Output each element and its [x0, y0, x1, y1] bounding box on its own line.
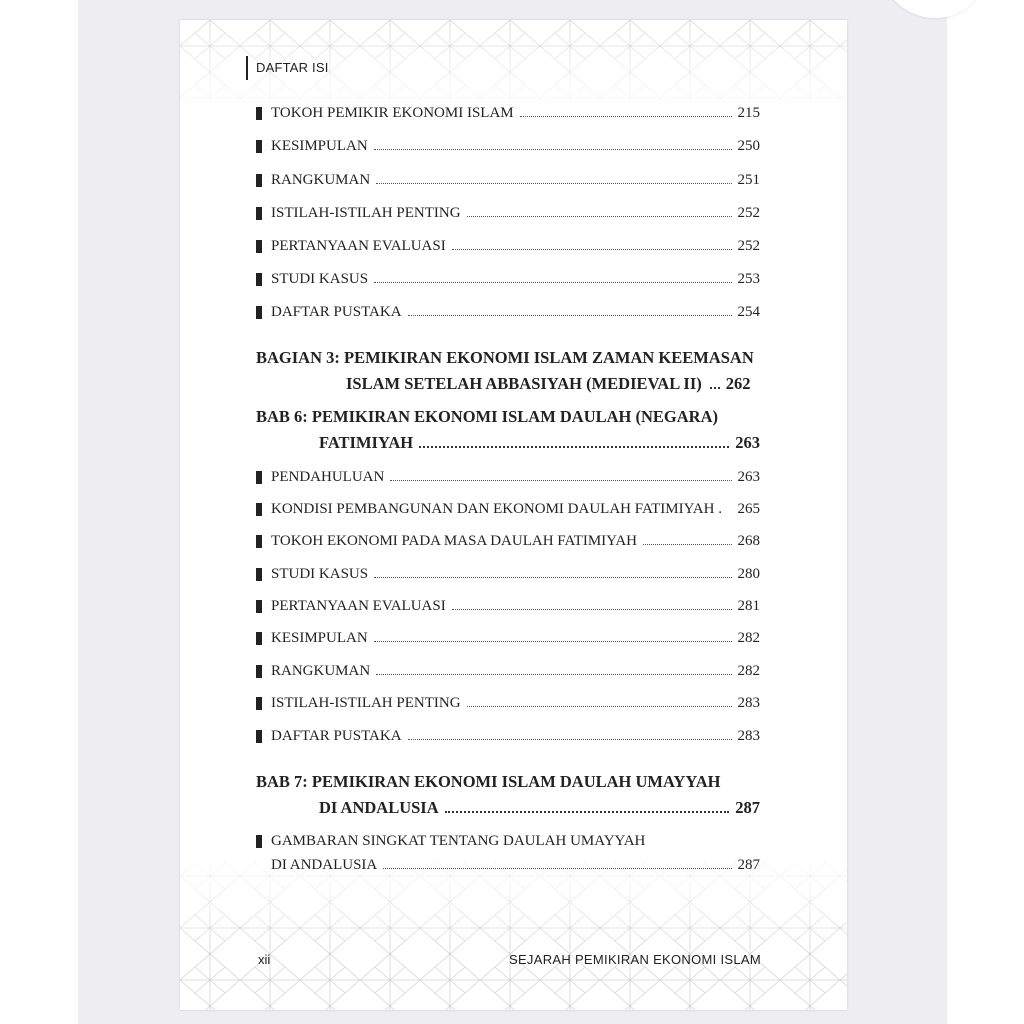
leader-dots [710, 373, 720, 389]
toc-entry-label: PERTANYAAN EVALUASI [271, 598, 446, 614]
toc-entry-page: 281 [737, 598, 760, 614]
toc-entry-page: 250 [737, 138, 760, 154]
bullet-square-icon [256, 140, 262, 153]
part-heading-line1: BAGIAN 3: PEMIKIRAN EKONOMI ISLAM ZAMAN KEEMASAN [256, 348, 754, 367]
leader-dots [467, 694, 732, 707]
toc-entry[interactable] [256, 692, 760, 714]
toc-entry-label: STUDI KASUS [271, 566, 369, 582]
footer-book-title: SEJARAH PEMIKIRAN EKONOMI ISLAM [508, 952, 761, 967]
toc-entry-label: STUDI KASUS [271, 271, 369, 287]
toc-entry[interactable] [256, 268, 760, 290]
bullet-square-icon [256, 697, 262, 710]
leader-dots [374, 270, 731, 283]
bullet-square-icon [256, 174, 262, 187]
toc-entry-page: 265 [737, 501, 760, 517]
toc-entry-page: 280 [737, 566, 760, 582]
leader-dots [520, 104, 732, 117]
leader-dots [452, 237, 732, 250]
toc-entry-label: DAFTAR PUSTAKA [271, 304, 402, 320]
toc-entry[interactable] [256, 627, 760, 649]
toc-entry-page: 268 [737, 533, 760, 549]
toc-entry-label: RANGKUMAN [271, 663, 371, 679]
toc-entry-label: KONDISI PEMBANGUNAN DAN EKONOMI DAULAH FATIMIYAH . [271, 501, 722, 517]
toc-entry[interactable] [256, 498, 760, 520]
bullet-square-icon [256, 207, 262, 220]
toc-entry-page: 263 [737, 469, 760, 485]
toc-entry-page: 282 [737, 663, 760, 679]
chapter-heading-line2: DI ANDALUSIA [319, 798, 439, 817]
toc-entry-label: KESIMPULAN [271, 138, 368, 154]
toc-entry[interactable] [256, 563, 760, 585]
toc-entry-page: 215 [737, 105, 760, 121]
bullet-square-icon [256, 306, 262, 319]
toc-entry-label: RANGKUMAN [271, 172, 371, 188]
bullet-square-icon [256, 730, 262, 743]
leader-dots [408, 303, 732, 316]
bullet-square-icon [256, 665, 262, 678]
leader-dots [452, 597, 732, 610]
toc-entry[interactable] [256, 169, 760, 191]
bullet-square-icon [256, 503, 262, 516]
footer-page-number: xii [258, 952, 271, 967]
leader-dots [643, 532, 732, 545]
toc-entry-label: PENDAHULUAN [271, 469, 385, 485]
toc-entry-page: 287 [737, 857, 760, 873]
toc-entry-page: 252 [737, 238, 760, 254]
toc-entry-label: TOKOH PEMIKIR EKONOMI ISLAM [271, 105, 514, 121]
bullet-square-icon [256, 107, 262, 120]
book-page [180, 20, 847, 1010]
toc-entry[interactable] [256, 235, 760, 257]
bullet-square-icon [256, 568, 262, 581]
bullet-square-icon [256, 471, 262, 484]
chapter-heading-page: 287 [735, 798, 760, 817]
toc-entry-multiline[interactable] [256, 829, 760, 877]
toc-entry-page: 283 [737, 728, 760, 744]
leader-dots [376, 662, 731, 675]
bullet-square-icon [256, 240, 262, 253]
toc-entry[interactable] [256, 595, 760, 617]
toc-entry-label-line1: GAMBARAN SINGKAT TENTANG DAULAH UMAYYAH [271, 833, 646, 849]
toc-entry-label: ISTILAH-ISTILAH PENTING [271, 205, 461, 221]
toc-entry-page: 251 [737, 172, 760, 188]
chapter-heading-line1: BAB 6: PEMIKIRAN EKONOMI ISLAM DAULAH (NEGARA) [256, 407, 719, 426]
toc-entry-label: ISTILAH-ISTILAH PENTING [271, 695, 461, 711]
bullet-square-icon [256, 600, 262, 613]
toc-entry-page: 282 [737, 630, 760, 646]
leader-dots [374, 565, 731, 578]
bullet-square-icon [256, 632, 262, 645]
chapter-heading-page: 263 [735, 433, 760, 452]
toc-entry-label: KESIMPULAN [271, 630, 368, 646]
toc-entry[interactable] [256, 202, 760, 224]
toc-entry[interactable] [256, 135, 760, 157]
bullet-square-icon [256, 535, 262, 548]
toc-entry[interactable] [256, 660, 760, 682]
toc-part-heading[interactable] [256, 345, 760, 397]
toc-entry-page: 253 [737, 271, 760, 287]
toc-chapter-heading[interactable] [256, 404, 760, 456]
toc-entry-label: TOKOH EKONOMI PADA MASA DAULAH FATIMIYAH [271, 533, 637, 549]
chapter-heading-line2: FATIMIYAH [319, 433, 414, 452]
leader-dots [467, 204, 732, 217]
part-heading-page: 262 [725, 374, 751, 393]
toc-entry[interactable] [256, 102, 760, 124]
leader-dots [374, 137, 732, 150]
toc-entry[interactable] [256, 301, 760, 323]
toc-entry[interactable] [256, 466, 760, 488]
bullet-square-icon [256, 835, 262, 848]
leader-dots [383, 856, 731, 869]
leader-dots [376, 171, 731, 184]
leader-dots [419, 432, 729, 448]
toc-entry[interactable] [256, 725, 760, 747]
toc-chapter-heading[interactable] [256, 769, 760, 821]
toc-entry-label: DAFTAR PUSTAKA [271, 728, 402, 744]
leader-dots [445, 797, 730, 813]
bullet-square-icon [256, 273, 262, 286]
toc-entry-page: 283 [737, 695, 760, 711]
toc-entry-page: 254 [737, 304, 760, 320]
leader-dots [374, 629, 732, 642]
toc-entry-label-line2: DI ANDALUSIA [271, 857, 378, 873]
part-heading-line2: ISLAM SETELAH ABBASIYAH (MEDIEVAL II) [346, 374, 702, 393]
running-header: DAFTAR ISI [246, 56, 329, 80]
toc-entry[interactable] [256, 530, 760, 552]
toc-entry-page: 252 [737, 205, 760, 221]
leader-dots [390, 468, 731, 481]
chapter-heading-line1: BAB 7: PEMIKIRAN EKONOMI ISLAM DAULAH UMAYYAH [256, 772, 721, 791]
leader-dots [408, 727, 732, 740]
toc-entry-label: PERTANYAAN EVALUASI [271, 238, 446, 254]
